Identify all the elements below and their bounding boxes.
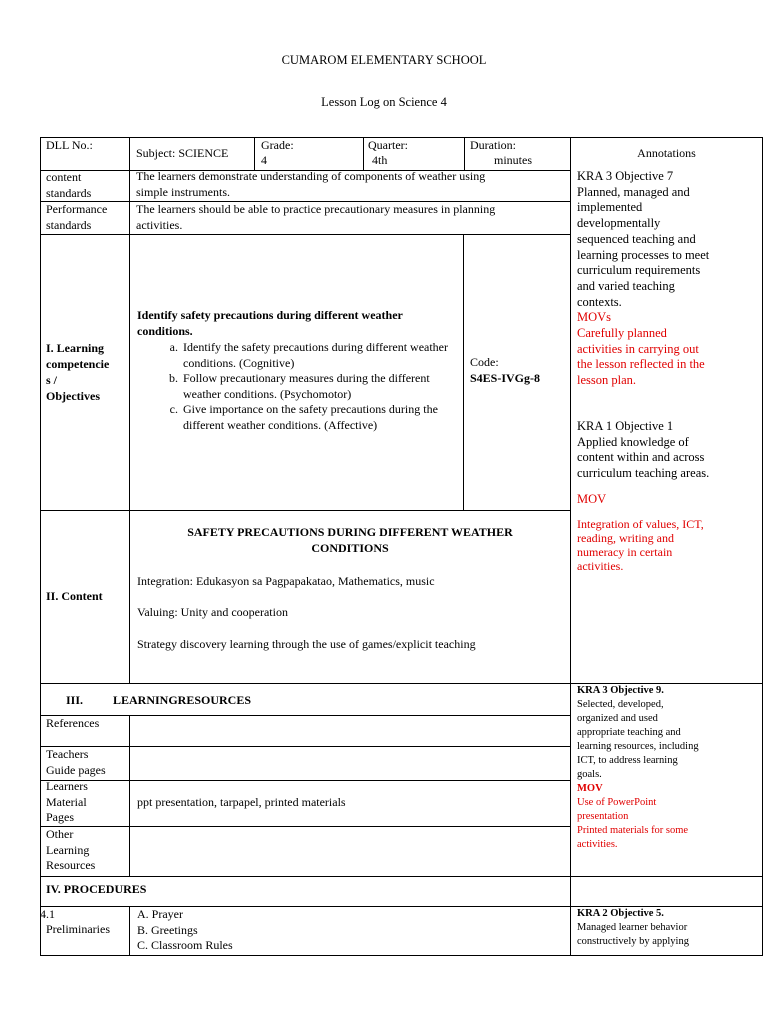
annotation-kra3-obj9: KRA 3 Objective 9. Selected, developed, organized and used appropriate teaching and learning resources, including ICT, to address learning goals. MOV Use of PowerPoint presentation Printed materials for some activities. xyxy=(577,685,699,850)
procedures-heading: IV. PROCEDURES xyxy=(46,882,147,896)
subject-label: Subject: SCIENCE xyxy=(136,146,229,160)
objective-item: c. Give importance on the safety precautions during the different weather conditions. (Affective) xyxy=(181,402,459,433)
grade-label: Grade: xyxy=(261,138,294,152)
grade-value: 4 xyxy=(261,153,267,167)
performance-standards-label: Performance standards xyxy=(46,202,108,232)
list-item: B. Greetings xyxy=(137,922,198,937)
list-item: C. Classroom Rules xyxy=(137,938,233,952)
references-label: References xyxy=(46,716,100,730)
learners-material-value: ppt presentation, tarpapel, printed materials xyxy=(137,795,346,809)
dll-number-label: DLL No.: xyxy=(46,138,93,152)
code-value: S4ES-IVGg-8 xyxy=(470,371,541,385)
quarter-label: Quarter: xyxy=(368,138,408,152)
annotation-kra1-obj1: KRA 1 Objective 1 Applied knowledge of content within and across curriculum teaching areas. xyxy=(577,419,710,481)
annotation-kra1-mov-label: MOV xyxy=(577,492,607,506)
learners-material-label: Learners Material Pages xyxy=(46,779,88,824)
content-heading: SAFETY PRECAUTIONS DURING DIFFERENT WEATHER CONDITIONS xyxy=(187,525,513,555)
preliminaries-items xyxy=(137,907,233,954)
code-label: Code: xyxy=(470,355,499,369)
objective-item: b. Follow precautionary measures during the different weather conditions. (Psychomotor) xyxy=(181,371,459,402)
performance-standards-text: The learners should be able to practice precautionary measures in planning activities. xyxy=(136,202,496,232)
page-title: Lesson Log on Science 4 xyxy=(321,95,447,109)
teachers-guide-label: Teachers Guide pages xyxy=(46,747,106,777)
objective-item: a. Identify the safety precautions during different weather conditions. (Cognitive) xyxy=(181,340,459,371)
content-integration: Integration: Edukasyon sa Pagpapakatao, Mathematics, music xyxy=(137,574,435,588)
learning-competencies-label: I. Learning competencie s / Objectives xyxy=(46,341,110,403)
annotation-kra1-mov-text: Integration of values, ICT, reading, writing and numeracy in certain activities. xyxy=(577,517,704,573)
learning-resources-heading: LEARNINGRESOURCES xyxy=(113,693,252,707)
quarter-value: 4th xyxy=(372,153,388,167)
objectives-heading: Identify safety precautions during different weather conditions. xyxy=(137,308,403,338)
content-valuing: Valuing: Unity and cooperation xyxy=(137,605,288,619)
school-name: CUMAROM ELEMENTARY SCHOOL xyxy=(281,53,487,67)
annotation-kra2-obj5: KRA 2 Objective 5. Managed learner behavior constructively by applying xyxy=(577,908,689,947)
content-standards-text: The learners demonstrate understanding of components of weather using simple instruments. xyxy=(136,169,486,199)
objectives-list xyxy=(137,340,459,433)
learning-resources-number: III. xyxy=(66,693,84,707)
annotations-heading: Annotations xyxy=(637,146,696,160)
annotation-kra3-obj7: KRA 3 Objective 7 Planned, managed and implemented developmentally sequenced teaching and learning processes to meet curriculum requirements and varied teaching contexts. MOVs Carefully planned activities in carrying out the lesson reflected in the lesson plan. xyxy=(577,169,710,388)
duration-value: minutes xyxy=(494,153,532,167)
preliminaries-label: Preliminaries xyxy=(46,922,110,936)
list-item: A. Prayer xyxy=(137,907,183,921)
duration-label: Duration: xyxy=(470,138,516,152)
preliminaries-number: 4.1 xyxy=(40,907,55,921)
content-standards-label: content standards xyxy=(46,170,92,200)
other-resources-label: Other Learning Resources xyxy=(46,827,96,872)
content-strategy: Strategy discovery learning through the use of games/explicit teaching xyxy=(137,637,476,651)
content-label: II. Content xyxy=(46,589,103,603)
